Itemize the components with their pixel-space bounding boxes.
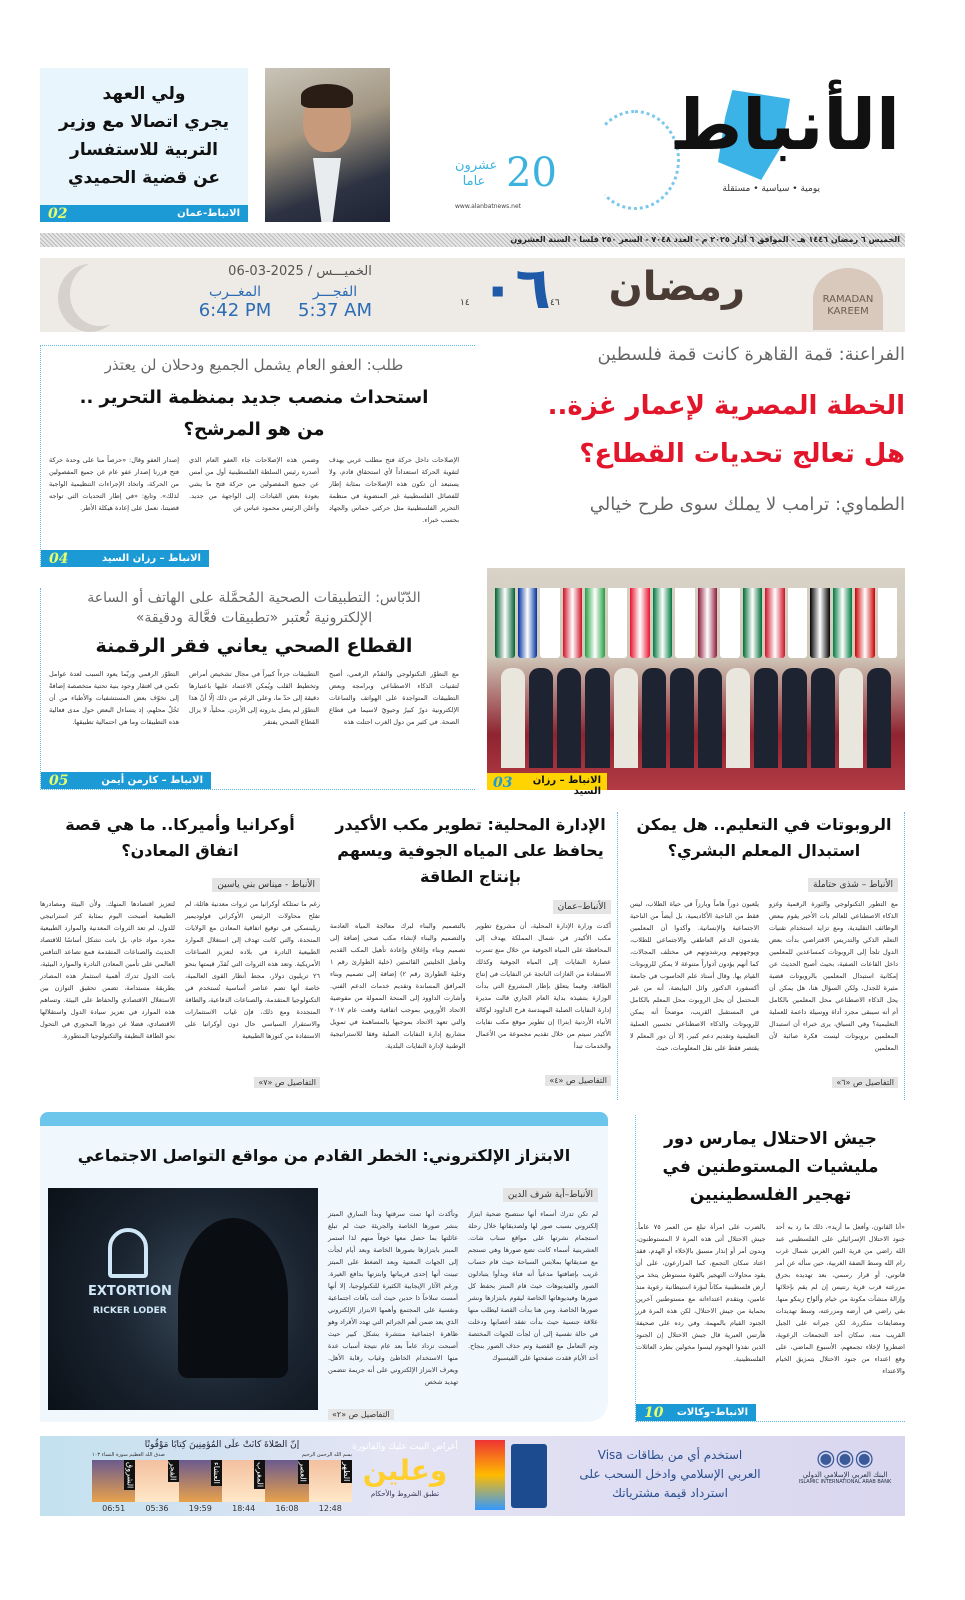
flag xyxy=(518,588,538,658)
prayer-tile xyxy=(92,1460,135,1513)
article-column: وتأكدت أنها تمت سرقتها وبدأ السارق المبتز بنشر صورها الخاصة والجريئة حيث لم تبلغ عائلتها بما حصل معها خوفاً منهم لذا استمر المبتز بابتزازها بصورها الخاصة وبعد أيام لجأت إلى الجهات المعنية وبعد الضغط على المبتز تبينت أنها إحدى قريباتها وابتزتها بدافع الغيرة. ورغم الآثار الإيجابية الكثيرة للتكنولوجيا، إلا أنها أمست سلاحاً ذا حدين حيث أتت بآفات اجتماعية ونفسية على المجتمع وأهمها الابتزاز الإلكتروني الذي يعد ضمن أهم الجرائم التي تهدد الأفراد وهو ظاهرة اجتماعية منتشرة بشكل كبير حيث أصبحت تزداد عاماً بعد عام نتيجة أسباب عدة منها الاستخدام الخاطئ وغياب رقابة الأهل. ويعرف الابتزاز الإلكتروني على أنه جريمة تتضمن تهديد شخص xyxy=(328,1210,458,1386)
prayer-time: 18:44 xyxy=(232,1504,256,1513)
article-column: إصدار العفو وقال: «حرصاً منا على وحدة حركة فتح قررنا إصدار عفو عام عن جميع المفصولين من الحركة، واتخاذ الإجراءات التنظيمية الواجبة لذلك». وتابع: «في إطار التحديات التي تواجه قضيتنا، نعمل على إعادة هيكلة الأطر. xyxy=(49,456,179,512)
promo-headline: ولي العهد يجري اتصالا مع وزير التربية للاستفسار عن قضية الحميدي xyxy=(59,84,229,188)
flag xyxy=(788,588,808,658)
flag xyxy=(563,588,583,658)
masthead-logo xyxy=(590,80,910,220)
article-column: مع التطوّر التكنولوجي والتقدّم الرقمي، أصبح لتقنيات الذكاء الاصطناعي وبرامجه وبعض التطبيقات المتواجدة على الهواتف والساعات الإلكترونية دورٌ كبيرٌ وحيويّ لاسيما في قطاع الصحة. في كثير من دول الغرب احتلت هذه xyxy=(329,670,459,726)
promo-box[interactable] xyxy=(40,68,248,222)
health-story[interactable] xyxy=(40,588,475,790)
flag xyxy=(630,588,650,658)
fajr-time: الفجـــر 5:37 AM xyxy=(298,284,372,321)
prayer-tile xyxy=(309,1460,352,1513)
robots-story[interactable] xyxy=(630,812,905,1100)
ukraine-headline: أوكرانيا وأميركا.. ما هي قصة اتفاق المعادن؟ xyxy=(65,815,295,860)
anniversary-words: عشرون عاما xyxy=(455,158,498,189)
prayer-label: العصر xyxy=(298,1462,308,1482)
flag xyxy=(833,588,853,658)
article-column: رغم ما تمتلكه أوكرانيا من ثروات معدنية هائلة، لم تفلح محاولات الرئيس الأوكراني فولوديمير زيلينسكي في توقيع اتفاقية المعادن مع الولايات المتحدة، والتي كانت تهدف إلى استغلال الموارد الطبيعية النادرة في بلاده لتعزيز الصناعات الأمريكية. وتعد هذه الثروات التي تُقدّر قيمتها بنحو ٢٦ تريليون دولار، محط أنظار القوى العالمية، خاصة أنها تضم عناصر أساسية تُستخدم في التكنولوجيا المتقدمة، والصناعات الدفاعية، والطاقة المتجددة ومع ذلك، فإن غياب الاستثمارات والاستقرار السياسي حال دون أوكرانيا على الاستفادة من كنوزها الطبيعية xyxy=(185,900,320,1040)
article-column: بالتصميم والبناء لبرك معالجة المياه العادمة والتصميم والبناء لإنشاء مكب صحي إضافة إلى تصميم وبناء وإغلاق وإعادة تأهيل المكب القديم وتأهيل الخليتين القائمتين (خلية الطوارئ رقم ١ وخلية الطوارئ رقم ٢) إضافة إلى تصميم وبناء المرافق المساندة وتقديم خدمات الدعم الفني. وأشارت الداوود إلى المنحة الممولة من مفوضية الاتحاد الأوروبي بموجب اتفاقية وقعت عام ٢٠١٧ والتي تعهد الاتحاد بموجبها بالمساهمة في تمويل مشاريع إدارة النفايات الصلبة وفقا للاستراتيجية الوطنية لإدارة النفايات البلدية. xyxy=(330,922,466,1050)
prayer-tile xyxy=(179,1460,222,1513)
flag xyxy=(855,588,875,658)
akaider-story[interactable] xyxy=(330,812,618,1100)
page-number: 02 xyxy=(48,205,68,222)
details-link[interactable]: التفاصيل ص «٧» xyxy=(254,1077,320,1088)
flag xyxy=(608,588,628,658)
settlers-story[interactable] xyxy=(635,1115,905,1422)
plo-story[interactable] xyxy=(40,345,475,567)
prayer-tile xyxy=(135,1460,178,1513)
flag xyxy=(810,588,830,658)
ukraine-byline: الأنباط - ميناس بني ياسين xyxy=(212,878,320,892)
flag xyxy=(720,588,740,658)
ramadan-logo: رمضان xyxy=(608,264,745,310)
ramadan-kareem-badge: RAMADAN KAREEM xyxy=(813,268,883,330)
settlers-byline-bar: الانباط–وكالات 10 xyxy=(636,1404,756,1421)
verse: إنّ الصّلاةَ كانَتْ علَى المُؤمِنِينَ كِتابًا مَوْقُوتًا xyxy=(144,1440,300,1450)
akaider-headline: الإدارة المحلية: تطوير مكب الأكيدر يحافظ على المياه الجوفية ويسهم بإنتاج الطاقة xyxy=(335,815,606,886)
waalein-promo: أغراض البيت عليك والفاتورة وعلين تطبق الشروط والأحكام xyxy=(352,1442,458,1498)
article-column: مع التطور التكنولوجي والثورة الرقمية وغزو الذكاء الاصطناعي للعالم بات الأخير يقوم ببعض الوظائف التقليدية، ومع تزايد استخدام تقنيات التعلم الذكي والتدريس الافتراضي بدأت بعض الدول تلجأ إلى الروبوتات كمساعدين للمعلمين داخل القاعات الصفية، بحيث أصبح الحديث عن إمكانية استبدال المعلمين بالروبوتات قضية مثيرة للجدل، ولكن السؤال هنا، هل يمكن أن يحل الذكاء الاصطناعي محل المعلمين بالكامل أم أنه سيبقى مجرد أداة ووسيلة داعمة للعملية التعليمية؟ وفي السياق، يرى خبراء أن استبدال المعلمين بروبوتات ليست فكرة صائبة لأن المعلمين xyxy=(769,900,898,1052)
ramadan-calligraphy-ornament xyxy=(590,110,680,210)
article-column: التطبيقات جزءاً كبيراً في مجال تشخيص أمراض وتخطيط القلب ويُمكن الاعتماد عليها باعتبارها دقيقة إلى حدّ ما، وعلى الرغم من ذلك إلّا أنّ هذا التطوّر لم يصل بذروته إلى الأردن. محلياً، لا يزال القطاع الصحي يفتقر xyxy=(189,670,319,726)
flag xyxy=(698,588,718,658)
prayer-times-strip xyxy=(92,1460,352,1513)
prayer-label: الظهر xyxy=(341,1462,351,1482)
advertisement-banner[interactable]: ◉◉◉ البنك العربي الإسلامي الدولي ISLAMIC INTERNATIONAL ARAB BANK استخدم أي من بطاقات Visa العربي الإسلامي وادخل السحب على استرداد قيمة مشترياتك أغراض البيت عليك والفاتورة وعلين تطبق الشروط والأحكام إنّ الصّلاةَ كانَتْ علَى المُؤمِنِينَ كِتابًا مَوْقُوتًا بسم الله الرحمن الرحيم صدق الله العظيم سورة النساء ١٠٣ الشروق 06:51 الفجر 05:36 العشاء 19:59 المغرب 18:44 العصر 16:08 الظهر 12:48 xyxy=(40,1436,905,1516)
card-icon xyxy=(511,1444,547,1508)
lead-headline: الخطة المصرية لإعمار غزة.. هل تعالج تحديات القطاع؟ xyxy=(547,391,905,469)
blackmail-feature[interactable] xyxy=(40,1112,608,1422)
article-column: وضمن هذه الإصلاحات جاء العفو العام الذي أصدره رئيس السلطة الفلسطينية أول من أمس عن جميع المفصولين من حركة فتح ما يشي بعودة بعض القيادات إلى الواجهة من جديد. وأعلن الرئيس محمود عباس عن xyxy=(189,456,319,512)
lead-deck: الطماوي: ترامب لا يملك سوى طرح خيالي xyxy=(589,494,905,515)
prayer-tile xyxy=(222,1460,265,1513)
bank-logo: ◉◉◉ البنك العربي الإسلامي الدولي ISLAMIC INTERNATIONAL ARAB BANK xyxy=(795,1446,895,1485)
prayer-time: 06:51 xyxy=(102,1504,126,1513)
article-column: لم تكن تدرك أسماء أنها ستصبح ضحية ابتزاز إلكتروني بسبب صور لها ولصديقاتها خلال رحلة استجمام نشرتها على مواقع سناب شات. العشرينية أسماء كانت تضع صورها وهي تستجم مع صديقاتها بملابس السباحة حيث قام حساب غريب بإضافتها مدعياً أنه فتاة وبدأوا يتبادلون الصور والفيديوهات حيث قام المبتز بحفظ كل صورها وفيديوهاتها الخاصة ليقوم بابتزازها ونشر صورها الخاصة. ومن هنا بدأت القصة ليطلب منها علاقة جنسية حيث بدأت تفقد أعصابها ودخلت في حالة نفسية إلى أن لجأت للجهات المختصة وتم التعامل مع القضية وتم حذف الصور بنجاح. أحد الأيام فقدت صفحتها على الفيسبوك xyxy=(468,1210,598,1362)
prayer-tile xyxy=(265,1460,308,1513)
prayer-time: 05:36 xyxy=(145,1504,169,1513)
prayer-label: العشاء xyxy=(211,1462,221,1484)
health-kicker: الدّبّاس: التطبيقات الصحية المُحمَّلة على الهاتف أو الساعة الإلكترونية تُعتبر «تطبيقات فعَّالة ودقيقة» xyxy=(87,590,421,626)
article-column: لتعزيز اقتصادها المنهك. ولأن البيئة ومصادرها الطبيعية أصبحت اليوم بمثابة كنز استراتيجي للدول، لم تعد الثروات المعدنية والموارد الطبيعية مجرد مواد خام، بل باتت تشكل أساسًا للاقتصاد الحديث والصناعات المتقدمة فمع تصاعد التنافس العالمي على تأمين المعادن النادرة والموارد البيئية، باتت الدول تدرك أهمية استثمار هذه المصادر بطريقة مستدامة، تضمن تحقيق التوازن بين الاستغلال الاقتصادي والحفاظ على البيئة. وتساهم هذه الموارد في تعزيز سيادة الدول واستقلالها الاقتصادي، فضلا عن دورها المحوري في التحول نحو الطاقة النظيفة والتكنولوجيا المتطورة. xyxy=(40,900,175,1040)
akaider-byline: الأنباط–عمان xyxy=(553,900,611,914)
article-column: «أنا القانون، وأفعل ما أريد»، ذلك ما رد به أحد جنود الاحتلال الإسرائيلي على الفلسطيني عبد الله راضي من قرية التين الغربي شمال غرب رام الله وسط الضفة الغربية، حين سأله عن أمر قانوني، أو قرار رسمي، بعد تهديده بحرق مزرعته قرب قرية رنتيس إن لم يقم بإخلائها وإزالة منشآت مكونة من خيام وألواح زينكو منها. بقي راضي في أرضه ومزرعته، وسط تهديدات ومضايقات متكررة، لكن جيرانه على الجبل القريب منه، سكان أحد التجمعات الرعوية، اضطروا لإخلاء تجمعهم، الأسبوع الماضي، على وقع اعتداء من جنود الاحتلال بتمزيق الخيام والاعتداء xyxy=(775,1223,905,1375)
masthead-tagline: يومية • سياسية • مستقلة xyxy=(722,184,820,194)
hacker-illustration: EXTORTION RICKER LODER xyxy=(48,1188,318,1410)
flag xyxy=(653,588,673,658)
blackmail-byline: الأنباط–أية شرف الدين xyxy=(503,1188,598,1202)
ukraine-story[interactable] xyxy=(40,812,320,1100)
article-column: يلعبون دوراً هاماً وبارزاً في حياة الطلاب، ليس فقط من الناحية الأكاديمية، بل أيضاً من الناحية الاجتماعية والإنسانية. وأكدوا أن المعلمين يقدمون الدعم العاطفي والاجتماعي للطلاب، ويوجهونهم ويرشدونهم في مختلف المجالات، كما أنهم يؤدون أدواراً متنوعة لا يمكن للروبوتات القيام بها. وقال أستاذ علم الحاسوب في جامعة أكسفورد الدكتور وائل البيايضة، أنه من غير المحتمل أن يحل الروبوت محل المعلم بالكامل في المستقبل القريب، موضحاً أنه يمكن للروبوتات والذكاء الاصطناعي تحسين العملية التعليمية وتقديم دعم كبير، إلا أن دور المعلم لا يقتصر فقط على نقل المعلومات، حيث xyxy=(630,900,759,1052)
crown-prince-photo xyxy=(265,68,390,222)
details-link[interactable]: التفاصيل ص «٤» xyxy=(545,1075,611,1086)
ramadan-date: الخميـــس / 2025-03-06 xyxy=(228,264,372,279)
prayer-label: المغرب xyxy=(255,1462,265,1488)
photo-byline-bar: الانباط – رزان السيد 03 xyxy=(487,773,607,790)
prayer-time: 16:08 xyxy=(275,1504,299,1513)
plo-kicker: طلب: العفو العام يشمل الجميع ودحلان لن يعتذر xyxy=(104,356,404,374)
maghrib-time: المغــرب 6:42 PM xyxy=(198,284,272,321)
details-link[interactable]: التفاصيل ص «٦» xyxy=(832,1077,898,1088)
hijri-year-left: ١٤ xyxy=(460,298,470,308)
lead-story[interactable] xyxy=(485,342,905,562)
settlers-headline: جيش الاحتلال يمارس دور مليشيات المستوطنين في تهجير الفلسطينيين xyxy=(662,1129,879,1205)
masthead-title: الأنباط xyxy=(669,84,900,166)
health-headline: القطاع الصحي يعاني فقر الرقمنة xyxy=(95,635,413,657)
flag xyxy=(540,588,560,658)
dateline: الخميس ٦ رمضان ١٤٤٦ هـ - الموافق ٦ آذار ٢٠٢٥ م - العدد ٧٠٤٨ - السعر ٢٥٠ فلسا - السنة العشرون xyxy=(40,233,905,247)
article-column: أكدت وزارة الإدارة المحلية، أن مشروع تطوير مكب الأكيدر في شمال المملكة يهدف إلى المحافظة على المياه الجوفية من خلال منع تسرب عصارة النفايات إلى المياه الجوفية وكذلك الاستفادة من الغازات الناتجة عن النفايات في إنتاج الطاقة. وفيما يتعلق بإطار المشروع التي بدأت الوزارة بتنفيذه بداية العام الجاري قالت مديرة إدارة النفايات الصلبة المهندسة فرح الداوود لوكالة الأنباء الأردنية (بترا) إن تطوير موقع مكب نفايات الأكيدر سيتم من خلال تقديم مجموعة من الأعمال والخدمات تبدأ xyxy=(475,922,611,1050)
article-column: الإصلاحات داخل حركة فتح مطلب عربي يهدف لتقوية الحركة استعداداً لأي استحقاق قادم، ولا يستبعد أن تكون هذه الإصلاحات بمثابة إطار للفصائل الفلسطينية غير المنضوية في منظمة التحرير الفلسطينية مثل حركتي حماس والجهاد بحسب خبراء. xyxy=(329,456,459,524)
anniversary-number: 20 xyxy=(506,150,557,196)
blackmail-headline: الابتزاز الإلكتروني: الخطر القادم من مواقع التواصل الاجتماعي xyxy=(77,1146,571,1165)
health-byline-bar: الانباط – كارمن أيمن 05 xyxy=(41,772,211,789)
flag xyxy=(585,588,605,658)
flag xyxy=(878,588,898,658)
article-column: بالضرب على امرأة تبلغ من العمر ٧٥ عاماً. جيش الاحتلال أتى هذه المرة لا المستوطنون، وبدون أمر أو إنذار مسبق بالإخلاء أو الهدم، فقد اعتاد سكان التجمع، كما المزارعون، على أن يقود محاولات التهجير بالقوة مستوطن يتخذ من أرض فلسطينية مكاناً لبؤرة استيطانية رعوية منذ عامين، ويتقدم اعتداءاته مع مستوطنين آخرين بحماية من جيش الاحتلال، لكن هذه المرة قرر الجنود القيام بالمهمة. وفي رده على صحيفة هآرتس العبرية قال جيش الاحتلال إن الجنود الذين نفذوا الهجوم ليسوا مخولين بطرد العائلات الفلسطينية. xyxy=(636,1223,766,1363)
hijri-year-right: ٤٦ xyxy=(550,298,560,308)
lead-kicker: الفراعنة: قمة القاهرة كانت قمة فلسطين xyxy=(597,344,905,365)
details-link[interactable]: التفاصيل ص «٢» xyxy=(328,1409,394,1420)
crescent-moon-icon xyxy=(70,262,130,326)
plo-byline-bar: الانباط – رزان السيد 04 xyxy=(41,550,209,567)
ramadan-banner xyxy=(40,254,905,332)
prayer-time: 12:48 xyxy=(318,1504,342,1513)
ramadan-day: ٠٦ xyxy=(480,254,551,322)
robots-byline: الأنباط – شذى حتاملة xyxy=(808,878,898,892)
visa-promo-text: استخدم أي من بطاقات Visa العربي الإسلامي وادخل السحب على استرداد قيمة مشترياتك xyxy=(579,1448,761,1500)
article-column: التطوّر الرقمي وربّما يعود السبب لعدة عوامل تكمن في افتقار وجود بنية تحتية متخصصة إضافةً إلى تخوّف بعض المستشفيات والأطباء من أن تَحُلّ محلهم، إذ يتساءل البعض حول مدى فعالية هذه التطبيقات وما هي احتمالية تطبيقها. xyxy=(49,670,179,726)
website-url[interactable]: www.alanbatnews.net xyxy=(455,203,522,210)
bank-emblem-icon: ◉◉◉ xyxy=(816,1446,874,1471)
anniversary-badge xyxy=(455,150,565,214)
flag xyxy=(675,588,695,658)
flag xyxy=(765,588,785,658)
flag xyxy=(495,588,515,658)
prayer-label: الشروق xyxy=(125,1462,135,1489)
groceries-icon xyxy=(475,1440,505,1510)
promo-byline-bar: الانباط-عمان 02 xyxy=(40,205,248,222)
prayer-time: 19:59 xyxy=(188,1504,212,1513)
flag xyxy=(743,588,763,658)
robots-headline: الروبوتات في التعليم.. هل يمكن استبدال المعلم البشري؟ xyxy=(636,815,892,860)
plo-headline: استحداث منصب جديد بمنظمة التحرير .. من هو المرشح؟ xyxy=(79,387,429,440)
summit-photo xyxy=(487,568,905,797)
prayer-label: الفجر xyxy=(168,1462,178,1481)
